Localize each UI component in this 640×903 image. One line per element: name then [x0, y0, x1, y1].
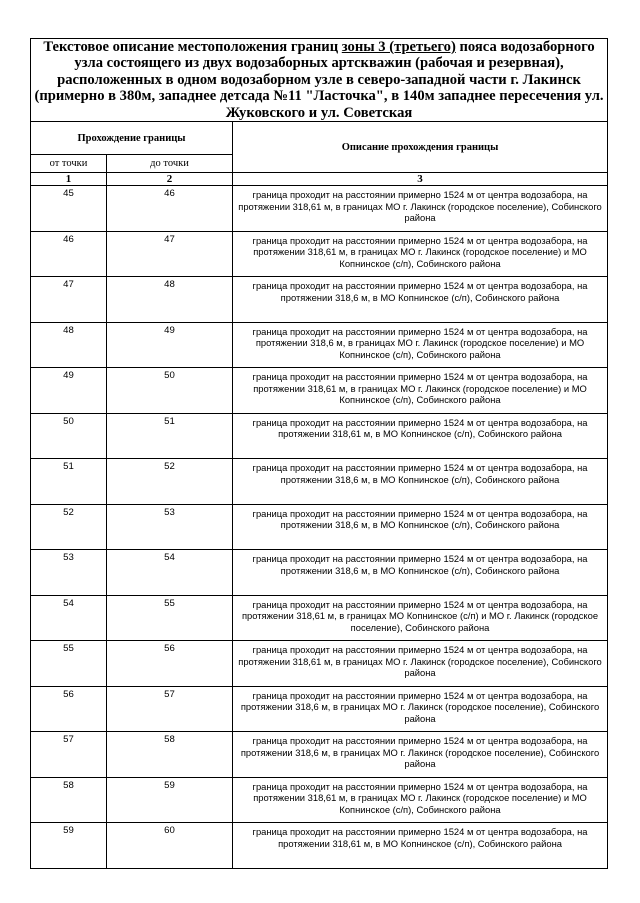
- from-point-cell: 47: [31, 277, 107, 323]
- to-point-cell: 50: [107, 368, 233, 414]
- boundary-description-cell: граница проходит на расстоянии примерно 1524 м от центра водозабора, на протяжении 318,61 м, в границах МО Копнинское (с/п) и МО г. Лакинск (городское поселение), Собинского района: [233, 595, 608, 641]
- from-point-cell: 52: [31, 504, 107, 550]
- to-point-cell: 58: [107, 732, 233, 778]
- title-row: [31, 39, 608, 122]
- from-point-cell: 59: [31, 823, 107, 869]
- table-row: [31, 231, 608, 277]
- column-number-1: 1: [31, 173, 107, 186]
- to-point-cell: 51: [107, 413, 233, 459]
- to-point-cell: 52: [107, 459, 233, 505]
- to-point-cell: 48: [107, 277, 233, 323]
- column-number-row: [31, 173, 608, 186]
- table-row: [31, 413, 608, 459]
- column-number-2: 2: [107, 173, 233, 186]
- header-from-point: от точки: [31, 155, 107, 173]
- table-row: [31, 595, 608, 641]
- header-passage: Прохождение границы: [31, 122, 233, 155]
- boundary-description-cell: граница проходит на расстоянии примерно 1524 м от центра водозабора, на протяжении 318,6 м, в МО Копнинское (с/п), Собинского района: [233, 550, 608, 596]
- header-to-point: до точки: [107, 155, 233, 173]
- title-part-2: пояса водозаборного узла состоящего из двух водозаборных артскважин (рабочая и резервная), расположенных в одном водозаборном узле в северо-западной части г. Лакинск (примерно в 380м, западнее детсада №11 "Ласточка", в 140м западнее пересечения ул. Жуковского и ул. Советская: [34, 39, 604, 121]
- from-point-cell: 48: [31, 322, 107, 368]
- to-point-cell: 53: [107, 504, 233, 550]
- boundary-description-cell: граница проходит на расстоянии примерно 1524 м от центра водозабора, на протяжении 318,6 м, в МО Копнинское (с/п), Собинского района: [233, 459, 608, 505]
- table-row: [31, 823, 608, 869]
- boundary-description-cell: граница проходит на расстоянии примерно 1524 м от центра водозабора, на протяжении 318,6 м, в границах МО г. Лакинск (городское поселение) и МО Копнинское (с/п), Собинского района: [233, 322, 608, 368]
- table-row: [31, 277, 608, 323]
- from-point-cell: 55: [31, 641, 107, 687]
- boundary-description-cell: граница проходит на расстоянии примерно 1524 м от центра водозабора, на протяжении 318,6 м, в границах МО г. Лакинск (городское поселение), Собинского района: [233, 732, 608, 778]
- table-row: [31, 550, 608, 596]
- boundary-description-cell: граница проходит на расстоянии примерно 1524 м от центра водозабора, на протяжении 318,61 м, в границах МО г. Лакинск (городское поселение) и МО Копнинское (с/п), Собинского района: [233, 231, 608, 277]
- boundary-description-cell: граница проходит на расстоянии примерно 1524 м от центра водозабора, на протяжении 318,6 м, в МО Копнинское (с/п), Собинского района: [233, 504, 608, 550]
- boundary-description-cell: граница проходит на расстоянии примерно 1524 м от центра водозабора, на протяжении 318,61 м, в границах МО г. Лакинск (городское поселение), Собинского района: [233, 641, 608, 687]
- table-row: [31, 504, 608, 550]
- from-point-cell: 49: [31, 368, 107, 414]
- from-point-cell: 56: [31, 686, 107, 732]
- table-row: [31, 686, 608, 732]
- boundary-description-cell: граница проходит на расстоянии примерно 1524 м от центра водозабора, на протяжении 318,6 м, в границах МО г. Лакинск (городское поселение), Собинского района: [233, 686, 608, 732]
- table-row: [31, 732, 608, 778]
- table-row: [31, 186, 608, 232]
- boundary-table: [30, 38, 608, 869]
- from-point-cell: 45: [31, 186, 107, 232]
- header-row-1: [31, 122, 608, 155]
- title-part-1: Текстовое описание местоположения границ: [43, 39, 342, 55]
- to-point-cell: 60: [107, 823, 233, 869]
- boundary-description-cell: граница проходит на расстоянии примерно 1524 м от центра водозабора, на протяжении 318,61 м, в границах МО г. Лакинск (городское поселение), Собинского района: [233, 186, 608, 232]
- boundary-description-cell: граница проходит на расстоянии примерно 1524 м от центра водозабора, на протяжении 318,61 м, в МО Копнинское (с/п), Собинского района: [233, 413, 608, 459]
- header-description: Описание прохождения границы: [233, 122, 608, 173]
- from-point-cell: 53: [31, 550, 107, 596]
- table-row: [31, 641, 608, 687]
- from-point-cell: 46: [31, 231, 107, 277]
- boundary-rows: [31, 186, 608, 869]
- to-point-cell: 54: [107, 550, 233, 596]
- to-point-cell: 55: [107, 595, 233, 641]
- table-row: [31, 777, 608, 823]
- table-row: [31, 368, 608, 414]
- from-point-cell: 58: [31, 777, 107, 823]
- from-point-cell: 57: [31, 732, 107, 778]
- from-point-cell: 51: [31, 459, 107, 505]
- boundary-description-cell: граница проходит на расстоянии примерно 1524 м от центра водозабора, на протяжении 318,61 м, в МО Копнинское (с/п), Собинского района: [233, 823, 608, 869]
- to-point-cell: 46: [107, 186, 233, 232]
- to-point-cell: 57: [107, 686, 233, 732]
- table-row: [31, 322, 608, 368]
- column-number-3: 3: [233, 173, 608, 186]
- from-point-cell: 54: [31, 595, 107, 641]
- to-point-cell: 47: [107, 231, 233, 277]
- document-title: [31, 39, 608, 122]
- from-point-cell: 50: [31, 413, 107, 459]
- to-point-cell: 56: [107, 641, 233, 687]
- boundary-description-cell: граница проходит на расстоянии примерно 1524 м от центра водозабора, на протяжении 318,6 м, в МО Копнинское (с/п), Собинского района: [233, 277, 608, 323]
- table-row: [31, 459, 608, 505]
- boundary-description-cell: граница проходит на расстоянии примерно 1524 м от центра водозабора, на протяжении 318,61 м, в границах МО г. Лакинск (городское поселение) и МО Копнинское (с/п), Собинского района: [233, 368, 608, 414]
- to-point-cell: 49: [107, 322, 233, 368]
- title-zone-underlined: зоны 3 (третьего): [341, 39, 456, 55]
- to-point-cell: 59: [107, 777, 233, 823]
- boundary-description-cell: граница проходит на расстоянии примерно 1524 м от центра водозабора, на протяжении 318,61 м, в границах МО г. Лакинск (городское поселение) и МО Копнинское (с/п), Собинского района: [233, 777, 608, 823]
